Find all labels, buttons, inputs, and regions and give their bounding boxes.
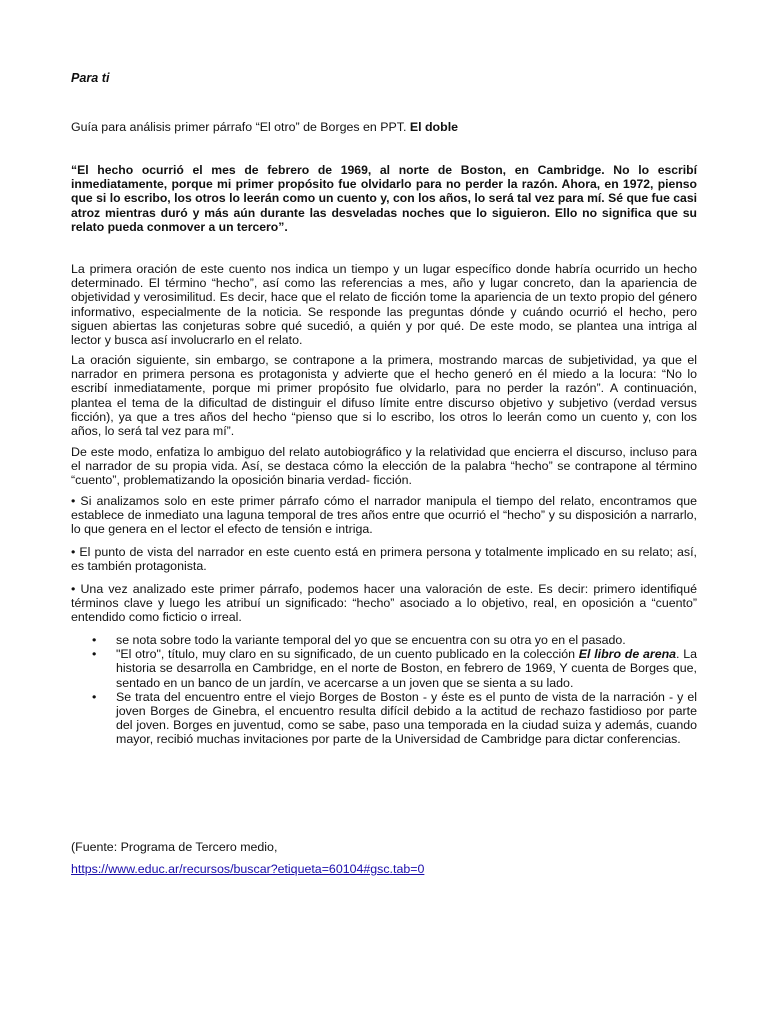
source-line: (Fuente: Programa de Tercero medio, <box>71 840 278 854</box>
list-item-text: "El otro", título, muy claro en su significado, de un cuento publicado en la colección <box>116 647 579 662</box>
list-item <box>71 633 697 647</box>
guide-line <box>71 120 697 134</box>
paragraph-3: De este modo, enfatiza lo ambiguo del relato autobiográfico y la relatividad que encierra el discurso, incluso para el narrador de su propia vida. Así, se destaca cómo la elección de la palabra “hecho” se contrapone al término “cuento”, problematizando la oposición binaria verdad- ficción. <box>71 445 697 488</box>
guide-text: Guía para análisis primer párrafo “El otro” de Borges en PPT. <box>71 120 410 134</box>
guide-bold-text: El doble <box>409 120 459 134</box>
paragraph-2: La oración siguiente, sin embargo, se contrapone a la primera, mostrando marcas de subjetividad, ya que el narrador en primera persona es protagonista y advierte que el hecho generó en él miedo a la locura: “No lo escribí inmediatamente, porque mi primer propósito fue olvidarlo, para no perder la razón”. A continuación, plantea el tema de la dificultad de distinguir el difuso límite entre discurso objetivo y subjetivo (verdad versus ficción), ya que a tres años del hecho “pienso que si lo escribo, los otros lo leerán como un cuento y, con los años, lo será tal vez para mí”. <box>71 353 697 439</box>
bullet-icon: • <box>92 647 97 662</box>
list-item-text: se nota sobre todo la variante temporal del yo que se encuentra con su otra yo en el pasado. <box>116 633 626 647</box>
paragraph-6: • Una vez analizado este primer párrafo, podemos hacer una valoración de este. Es decir: primero identifiqué términos clave y luego les atribuí un significado: “hecho” asociado a lo objetivo, real, en oposición a “cuento” entendido como ficticio o irreal. <box>71 582 697 625</box>
paragraph-5: • El punto de vista del narrador en este cuento está en primera persona y totalmente implicado en su relato; así, es también protagonista. <box>71 545 697 574</box>
paragraph-4: • Si analizamos solo en este primer párrafo cómo el narrador manipula el tiempo del relato, encontramos que establece de inmediato una laguna temporal de tres años entre que ocurrió el “hecho” y su disposición a narrarlo, lo que genera en el lector el efecto de tensión e intriga. <box>71 494 697 537</box>
list-item <box>71 647 697 690</box>
source-link-line <box>71 862 697 876</box>
bullet-icon: • <box>92 633 97 647</box>
list-item <box>71 690 697 747</box>
document-title: Para ti <box>71 71 110 85</box>
borges-quote: “El hecho ocurrió el mes de febrero de 1969, al norte de Boston, en Cambridge. No lo escribí inmediatamente, porque mi primer propósito fue olvidarlo para no perder la razón. Ahora, en 1972, pienso que si lo escribo, los otros lo leerán como un cuento y, con los años, lo será tal vez para mí. Sé que fue casi atroz mientras duró y más aún durante las desveladas noches que lo siguieron. Ello no significa que su relato pueda conmover a un tercero”. <box>71 163 697 234</box>
source-link[interactable]: https://www.educ.ar/recursos/buscar?etiqueta=60104#gsc.tab=0 <box>71 862 425 876</box>
bullet-list <box>71 633 697 747</box>
bullet-icon: • <box>92 689 97 704</box>
list-item-text: . La historia se desarrolla en Cambridge, en el norte de Boston, en febrero de 1969, Y cuenta de Borges que, sentado en un banco de un jardín, ve acercarse a un joven que se sienta a su lado. <box>116 647 697 690</box>
list-item-text: Se trata del encuentro entre el viejo Borges de Boston - y éste es el punto de vista de la narración - y el joven Borges de Ginebra, el encuentro resulta difícil debido a la actitud de rechazo fastidioso por parte del joven. Borges en juventud, como se sabe, paso una temporada en la ciudad suiza y además, cuando mayor, recibió muchas invitaciones por parte de la Universidad de Cambridge para dictar conferencias. <box>116 689 697 747</box>
paragraph-1: La primera oración de este cuento nos indica un tiempo y un lugar específico donde habría ocurrido un hecho determinado. El término “hecho”, así como las referencias a mes, año y lugar concreto, dan la apariencia de objetividad y verosimilitud. Es decir, hace que el relato de ficción tome la apariencia de un texto propio del género informativo, especialmente de la noticia. Se responde las preguntas dónde y cuándo ocurrió el hecho, pero siguen abiertas las conjeturas sobre qué sucedió, a quién y por qué. De este modo, se plantea una intriga al lector y busca así involucrarlo en el relato. <box>71 262 697 348</box>
book-title: El libro de arena <box>578 647 677 662</box>
